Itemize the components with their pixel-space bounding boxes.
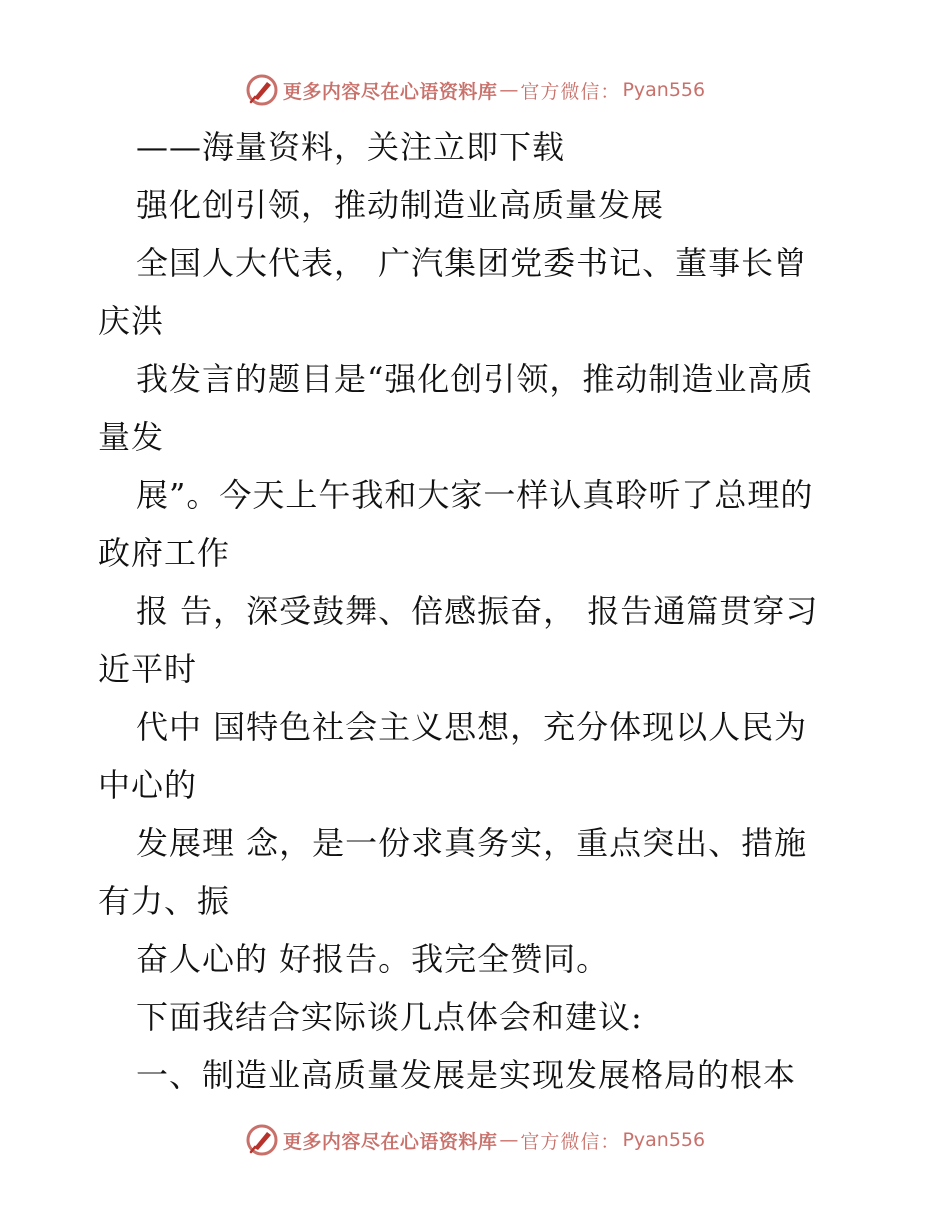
text-line: ——海量资料，关注立即下载 xyxy=(136,128,566,166)
banner-brand: 更多内容尽在心语资料库 xyxy=(282,80,498,103)
banner-brand: 更多内容尽在心语资料库 xyxy=(282,1130,498,1153)
text-line: 一、制造业高质量发展是实现发展格局的根本 xyxy=(136,1056,797,1094)
text-line: 近平时 xyxy=(98,650,198,688)
banner-account: Pyan556 xyxy=(622,79,706,101)
text-line: 下面我结合实际谈几点体会和建议: xyxy=(136,998,643,1036)
feather-pen-seal-icon xyxy=(245,1123,279,1157)
text-line: 全国人大代表， 广汽集团党委书记、董事长曾 xyxy=(136,244,808,282)
text-line: 政府工作 xyxy=(98,534,231,572)
text-line: 庆洪 xyxy=(98,302,165,340)
watermark-banner-top xyxy=(0,70,950,110)
document-body xyxy=(98,118,858,1104)
text-line: 有力、振 xyxy=(98,882,231,920)
feather-pen-seal-icon xyxy=(245,73,279,107)
banner-wechat-label: 官方微信： xyxy=(520,1130,621,1153)
text-line: 中心的 xyxy=(98,766,198,804)
text-line: 量发 xyxy=(98,418,165,456)
watermark-banner-bottom xyxy=(0,1120,950,1160)
banner-wechat-label: 官方微信： xyxy=(520,80,621,103)
banner-separator: — xyxy=(499,79,519,101)
banner-account: Pyan556 xyxy=(622,1129,706,1151)
text-line: 报 告，深受鼓舞、倍感振奋， 报告通篇贯穿习 xyxy=(136,592,819,630)
text-line: 代中 国特色社会主义思想，充分体现以人民为 xyxy=(136,708,808,746)
text-line: 发展理 念，是一份求真务实，重点突出、措施 xyxy=(136,824,808,862)
text-line: 我发言的题目是“强化创引领，推动制造业高质 xyxy=(136,360,814,398)
banner-separator: — xyxy=(499,1129,519,1151)
text-line: 展”。今天上午我和大家一样认真聆听了总理的 xyxy=(136,476,814,514)
text-line: 强化创引领，推动制造业高质量发展 xyxy=(136,186,665,224)
text-line: 奋人心的 好报告。我完全赞同。 xyxy=(136,940,610,978)
